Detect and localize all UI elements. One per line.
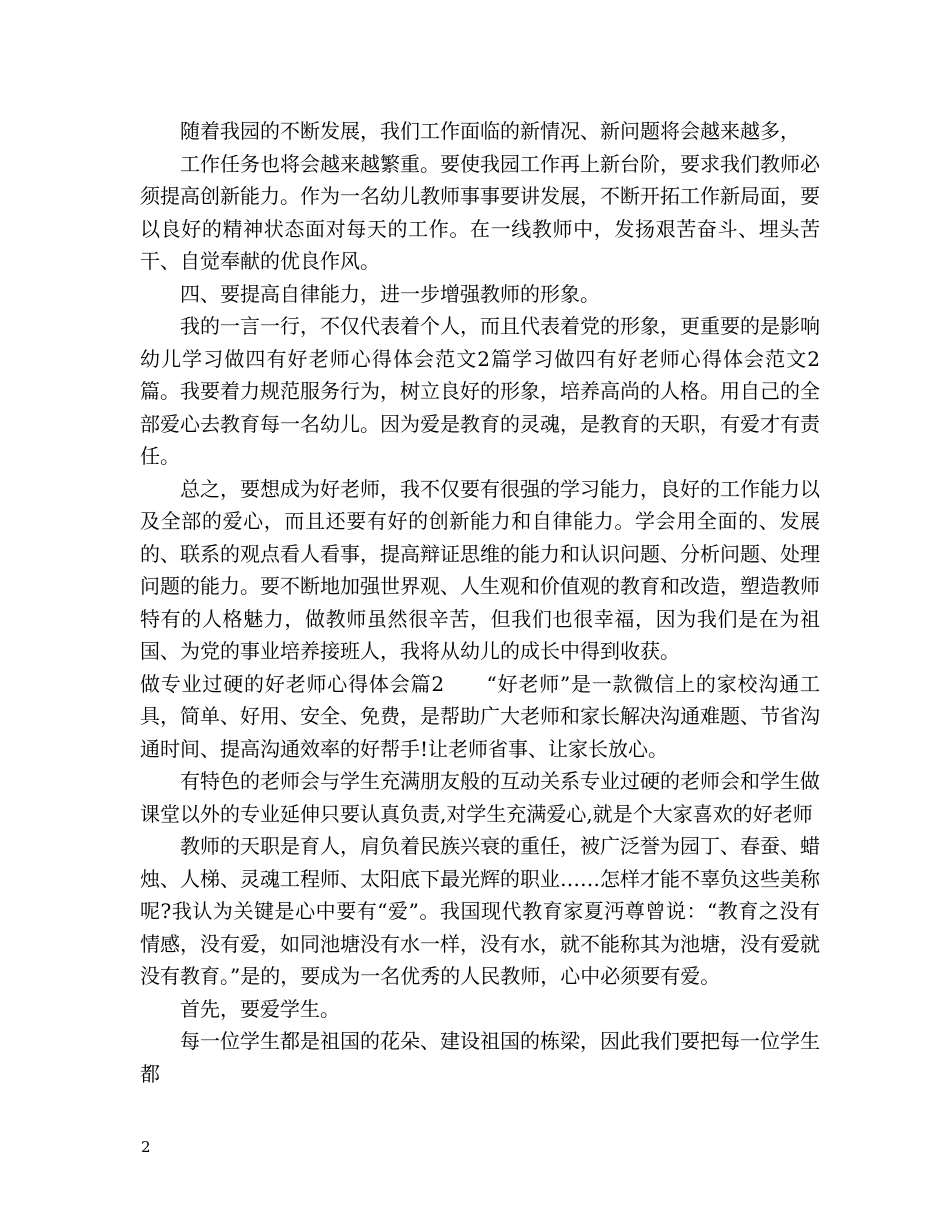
paragraph: 首先，要爱学生。	[180, 996, 340, 1021]
paragraph: 我的一言一行，不仅代表着个人，而且代表着党的形象，更重要的是影响幼儿学习做四有好老师心得体会范文2篇学习做四有好老师心得体会范文2篇。我要着力规范服务行为，树立良好的形象，培养高尚的人格。用自己的全部爱心去教育每一名幼儿。因为爱是教育的灵魂，是教育的天职，有爱才有责任。	[140, 314, 820, 468]
paragraph: 工作任务也将会越来越繁重。要使我园工作再上新台阶，要求我们教师必须提高创新能力。作为一名幼儿教师事事要讲发展，不断开拓工作新局面，要以良好的精神状态面对每天的工作。在一线教师中，发扬艰苦奋斗、埋头苦干、自觉奉献的优良作风。	[140, 151, 820, 273]
paragraph: 教师的天职是育人，肩负着民族兴衰的重任，被广泛誉为园丁、春蚕、蜡烛、人梯、灵魂工程师、太阳底下最光辉的职业……怎样才能不辜负这些美称呢?我认为关键是心中要有“爱”。我国现代教育家夏沔尊曾说：“教育之没有情感，没有爱，如同池塘没有水一样，没有水，就不能称其为池塘，没有爱就没有教育。”是的，要成为一名优秀的人民教师，心中必须要有爱。	[140, 834, 820, 988]
section-heading: 四、要提高自律能力，进一步增强教师的形象。	[180, 281, 600, 306]
paragraph: 总之，要想成为好老师，我不仅要有很强的学习能力，良好的工作能力以及全部的爱心，而且还要有好的创新能力和自律能力。学会用全面的、发展的、联系的观点看人看事，提高辩证思维的能力和认识问题、分析问题、处理问题的能力。要不断地加强世界观、人生观和价值观的教育和改造，塑造教师特有的人格魅力，做教师虽然很辛苦，但我们也很幸福，因为我们是在为祖国、为党的事业培养接班人，我将从幼儿的成长中得到收获。	[140, 476, 820, 663]
document-body	[140, 115, 820, 1090]
paragraph: 随着我园的不断发展，我们工作面临的新情况、新问题将会越来越多，	[180, 119, 800, 143]
page-number: 2	[141, 1138, 151, 1156]
article-title-paragraph: 做专业过硬的好老师心得体会篇2 “好老师”是一款微信上的家校沟通工具，简单、好用、安全、免费，是帮助广大老师和家长解决沟通难题、节省沟通时间、提高沟通效率的好帮手!让老师省事、让家长放心。	[140, 671, 820, 761]
paragraph: 每一位学生都是祖国的花朵、建设祖国的栋梁，因此我们要把每一位学生都	[140, 1029, 820, 1086]
paragraph: 有特色的老师会与学生充满朋友般的互动关系专业过硬的老师会和学生做课堂以外的专业延伸只要认真负责,对学生充满爱心,就是个大家喜欢的好老师	[140, 769, 820, 826]
